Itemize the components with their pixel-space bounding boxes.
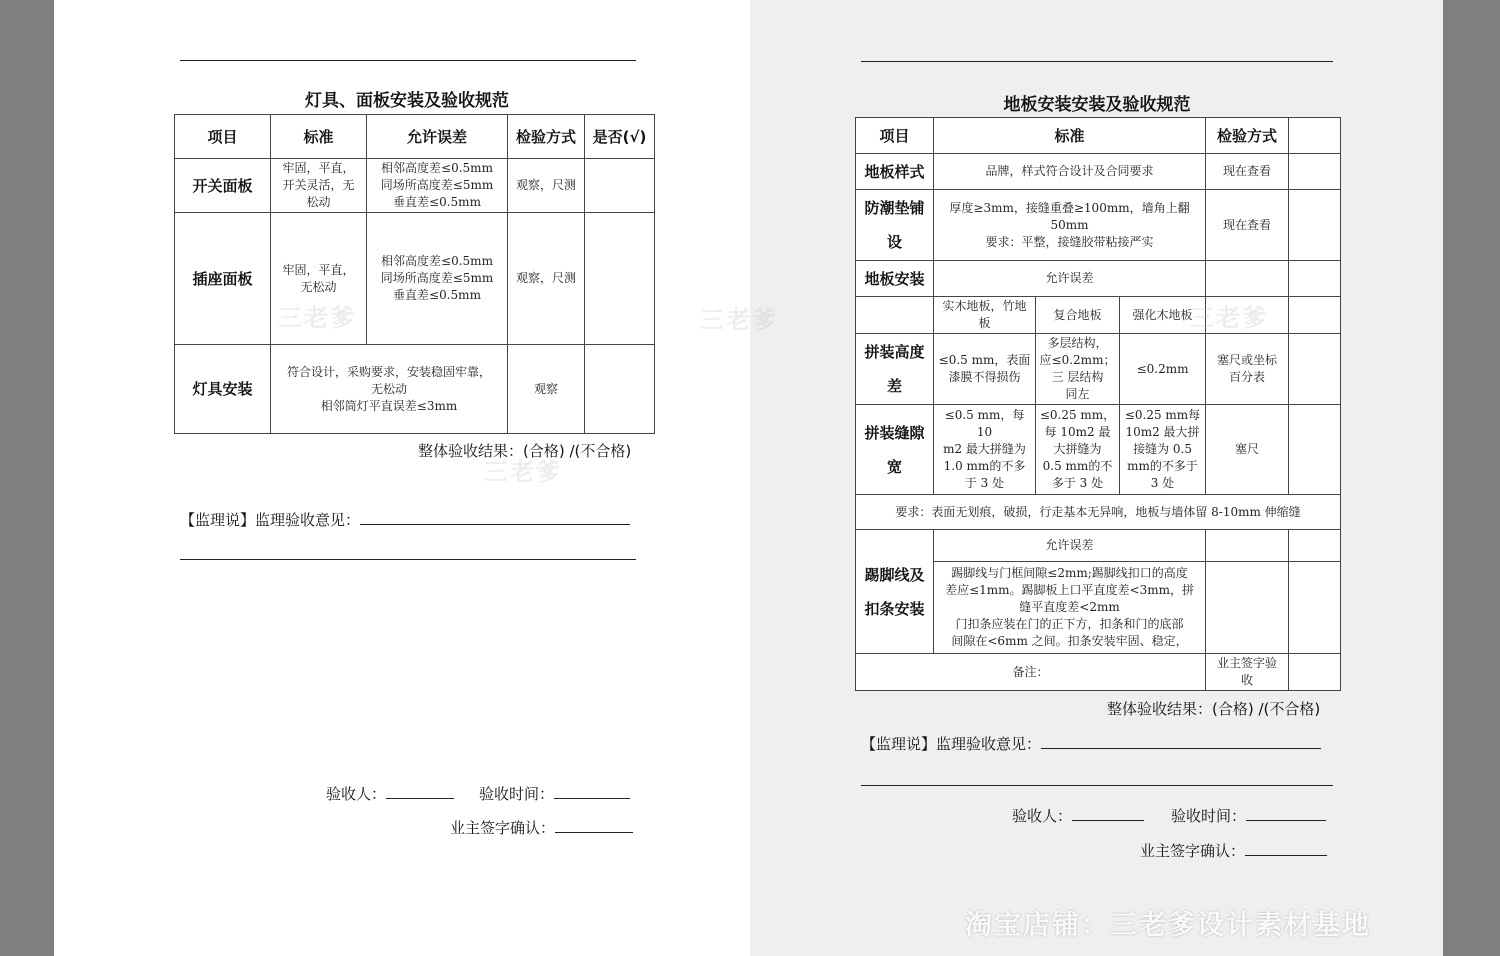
table-row [856,530,1341,562]
table-row [856,495,1341,530]
row-method-empty [1206,562,1289,654]
header-method: 检验方式 [1206,118,1289,154]
row-item: 插座面板 [175,213,271,345]
row-check-cell[interactable] [1289,261,1341,297]
row-check-cell[interactable] [1289,190,1341,261]
row-method: 观察 [508,345,585,434]
row-check-cell[interactable] [1289,562,1341,654]
row-item: 拼装缝隙 宽 [856,405,934,495]
row-standard: 品牌，样式符合设计及合同要求 [934,154,1206,190]
left-document-page [54,0,750,956]
right-page-title: 地板安装安装及验收规范 [1003,95,1191,115]
supervisor-opinion-row [861,733,1321,754]
overall-result: 整体验收结果：(合格) /(不合格) [1107,700,1321,718]
row-check-cell[interactable] [585,159,655,213]
row-item: 地板安装 [856,261,934,297]
opinion-second-line[interactable] [180,559,636,560]
header-standard: 标准 [271,115,367,159]
header-item: 项目 [856,118,934,154]
owner-acceptance-cell[interactable] [1289,654,1341,691]
inspection-time-row [1171,805,1326,826]
inspector-row [326,783,454,804]
row-check-cell[interactable] [1289,530,1341,562]
owner-sign-row [450,817,633,838]
left-spec-table [174,114,655,434]
row-method: 现在查看 [1206,154,1289,190]
row-method: 观察，尺测 [508,213,585,345]
faint-watermark: 三老爹 [278,304,356,332]
supervisor-opinion-label: 【监理说】监理验收意见： [180,511,361,529]
row-value-composite: ≤0.25 mm， 每 10m2 最 大拼缝为 0.5 mm的不 多于 3 处 [1036,405,1120,495]
inspection-time-label: 验收时间： [1171,807,1247,825]
table-row [856,261,1341,297]
row-check-cell[interactable] [1289,334,1341,405]
row-method: 塞尺 [1206,405,1289,495]
row-standard: 厚度≥3mm，接缝重叠≥100mm，墙角上翻 50mm 要求：平整，接缝胶带粘接严实 [934,190,1206,261]
remarks-label: 备注： [856,654,1206,691]
row-value-solid-wood: ≤0.5 mm，每 10 m2 最大拼缝为 1.0 mm的不多 于 3 处 [934,405,1036,495]
row-value-solid-wood: ≤0.5 mm，表面 漆膜不得损伤 [934,334,1036,405]
row-check-cell[interactable] [1289,405,1341,495]
row-item: 拼装高度 差 [856,334,934,405]
row-standard: 允许误差 [934,261,1206,297]
row-method: 现在查看 [1206,190,1289,261]
overall-result: 整体验收结果：(合格) /(不合格) [418,442,632,460]
row-item: 开关面板 [175,159,271,213]
row-check-cell[interactable] [1289,154,1341,190]
owner-sign-label: 业主签字确认： [450,819,556,837]
header-standard: 标准 [934,118,1206,154]
owner-sign-field[interactable] [1245,841,1327,856]
row-value-laminate: ≤0.2mm [1120,334,1206,405]
right-spec-table [855,117,1341,691]
right-document-page [700,0,1443,956]
header-tolerance: 允许误差 [367,115,508,159]
row-method-empty [1206,530,1289,562]
supervisor-opinion-label: 【监理说】监理验收意见： [861,735,1042,753]
inspector-row [1012,805,1144,826]
row-tolerance: 允许误差 [934,530,1206,562]
inspector-field[interactable] [386,784,454,799]
faint-watermark: 三老爹 [700,306,778,334]
row-item: 踢脚线及 扣条安装 [856,530,934,654]
row-check-cell[interactable] [1289,297,1341,334]
owner-sign-row [1140,840,1327,861]
table-row [856,190,1341,261]
row-item-empty [856,297,934,334]
row-method: 塞尺或坐标 百分表 [1206,334,1289,405]
row-item: 灯具安装 [175,345,271,434]
table-row [856,154,1341,190]
row-standard: 牢固，平直， 无松动 [271,213,367,345]
row-value-composite: 多层结构， 应≤0.2mm； 三 层结构 同左 [1036,334,1120,405]
opinion-second-line[interactable] [861,785,1333,786]
inspector-label: 验收人： [1012,807,1073,825]
owner-sign-label: 业主签字确认： [1140,842,1246,860]
shop-watermark: 淘宝店铺：三老爹设计素材基地 [965,910,1371,941]
inspection-time-field[interactable] [554,784,630,799]
row-method: 观察，尺测 [508,159,585,213]
table-row [856,405,1341,495]
owner-acceptance-label: 业主签字验 收 [1206,654,1289,691]
inspection-time-label: 验收时间： [479,785,555,803]
inspector-field[interactable] [1072,806,1144,821]
table-row [175,159,655,213]
left-page-title: 灯具、面板安装及验收规范 [305,91,509,111]
header-check [1289,118,1341,154]
header-method: 检验方式 [508,115,585,159]
subheader-solid-wood: 实木地板，竹地 板 [934,297,1036,334]
top-rule [180,60,636,61]
table-row [175,213,655,345]
inspector-label: 验收人： [326,785,387,803]
supervisor-opinion-field[interactable] [1041,734,1321,749]
inspection-time-row [479,783,630,804]
row-standard: 踢脚线与门框间隙≤2mm;踢脚线扣口的高度 差应≤1mm。踢脚板上口平直度差<3mm，拼 缝平直度差<2mm 门扣条应装在门的正下方，扣条和门的底部 间隙在<6mm 之间。扣条安装牢固、稳定， [934,562,1206,654]
row-check-cell[interactable] [585,345,655,434]
row-requirement: 要求：表面无划痕，破损，行走基本无异响，地板与墙体留 8-10mm 伸缩缝 [856,495,1341,530]
row-standard: 牢固，平直， 开关灵活，无 松动 [271,159,367,213]
row-value-laminate: ≤0.25 mm每 10m2 最大拼 接缝为 0.5 mm的不多于 3 处 [1120,405,1206,495]
row-merged-standard: 符合设计，采购要求，安装稳固牢靠， 无松动 相邻筒灯平直误差≤3mm [271,345,508,434]
row-item: 防潮垫铺 设 [856,190,934,261]
row-tolerance: 相邻高度差≤0.5mm 同场所高度差≤5mm 垂直差≤0.5mm [367,213,508,345]
row-check-cell[interactable] [585,213,655,345]
owner-sign-field[interactable] [555,818,633,833]
row-tolerance: 相邻高度差≤0.5mm 同场所高度差≤5mm 垂直差≤0.5mm [367,159,508,213]
table-row [175,345,655,434]
table-row [856,334,1341,405]
subheader-laminate: 强化木地板 [1120,297,1206,334]
supervisor-opinion-field[interactable] [360,510,630,525]
table-row [856,654,1341,691]
header-check: 是否(√) [585,115,655,159]
subheader-composite: 复合地板 [1036,297,1120,334]
top-rule [861,61,1333,62]
faint-watermark: 三老爹 [484,458,562,486]
inspection-time-field[interactable] [1246,806,1326,821]
faint-watermark: 三老爹 [1190,304,1268,332]
row-method-empty [1206,261,1289,297]
supervisor-opinion-row [180,509,630,530]
row-item: 地板样式 [856,154,934,190]
header-item: 项目 [175,115,271,159]
